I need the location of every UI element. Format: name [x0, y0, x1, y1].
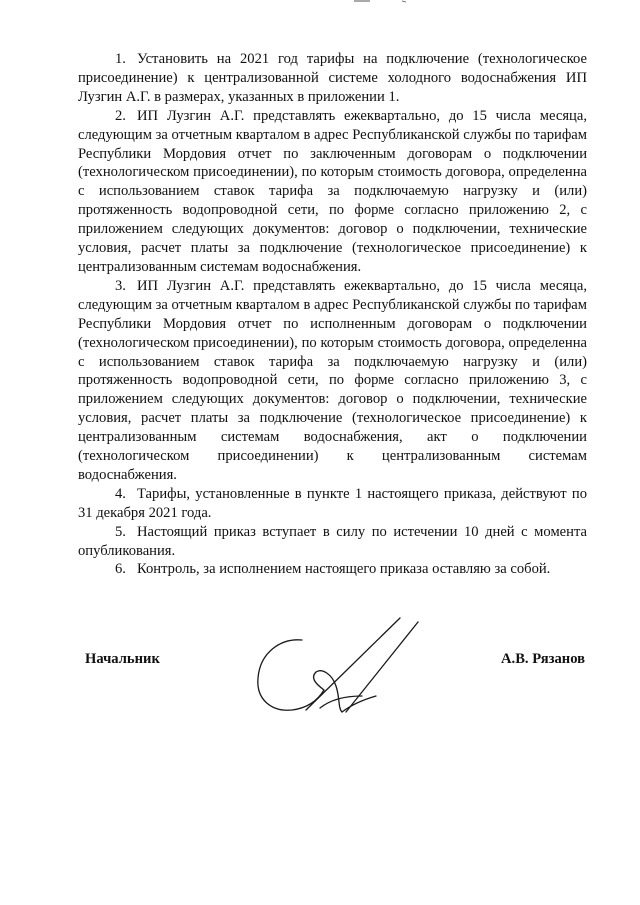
item-number: 4. [115, 485, 126, 502]
item-text: Установить на 2021 год тарифы на подключение (технологическое присоединение) к централизованной системе холодного водоснабжения ИП Лузгин А.Г. в размерах, указанных в приложении 1. [78, 51, 587, 105]
scan-artifact-mark [352, 0, 412, 4]
order-item-4 [78, 485, 587, 523]
order-item-2 [78, 107, 587, 277]
order-item-6 [78, 560, 587, 579]
order-item-1 [78, 50, 587, 107]
item-text: ИП Лузгин А.Г. представлять ежеквартально, до 15 числа месяца, следующим за отчетным кварталом в адрес Республиканской службы по тарифам Республики Мордовия отчет по заключенным договорам о подключении (технологическом присоединении), по которым стоимость договора, определенна с использованием ставок тарифа за подключаемую нагрузку и (или) протяженность водопроводной сети, по форме согласно приложению 2, с приложением следующих документов: договор о подключении, технические условия, расчет платы за подключение (технологическое присоединение) к централизованным системам водоснабжения. [78, 107, 587, 275]
item-number: 3. [115, 277, 126, 294]
item-text: Контроль, за исполнением настоящего приказа оставляю за собой. [137, 561, 551, 578]
item-number: 6. [115, 561, 126, 578]
item-number: 1. [115, 51, 126, 67]
order-item-5 [78, 523, 587, 561]
item-number: 2. [115, 107, 126, 124]
position-title: Начальник [85, 651, 160, 667]
order-body [78, 50, 587, 579]
handwritten-signature [250, 608, 430, 728]
signature-block [0, 600, 640, 730]
item-number: 5. [115, 523, 126, 540]
order-item-3 [78, 277, 587, 485]
item-text: Настоящий приказ вступает в силу по истечении 10 дней с момента опубликования. [78, 523, 587, 559]
item-text: Тарифы, установленные в пункте 1 настоящего приказа, действуют по 31 декабря 2021 года. [78, 485, 587, 521]
signer-name: А.В. Рязанов [501, 651, 586, 667]
item-text: ИП Лузгин А.Г. представлять ежеквартально, до 15 числа месяца, следующим за отчетным кварталом в адрес Республиканской службы по тарифам Республики Мордовия отчет по исполненным договорам о подключении (технологическом присоединении), по которым стоимость договора, определенна с использованием ставок тарифа за подключаемую нагрузку и (или) протяженность водопроводной сети, по форме согласно приложению 3, с приложением следующих документов: договор о подключении, технические условия, расчет платы за подключение (технологическое присоединение) к централизованным системам водоснабжения, акт о подключении (технологическом присоединении) к централизованным системам водоснабжения. [78, 277, 587, 483]
